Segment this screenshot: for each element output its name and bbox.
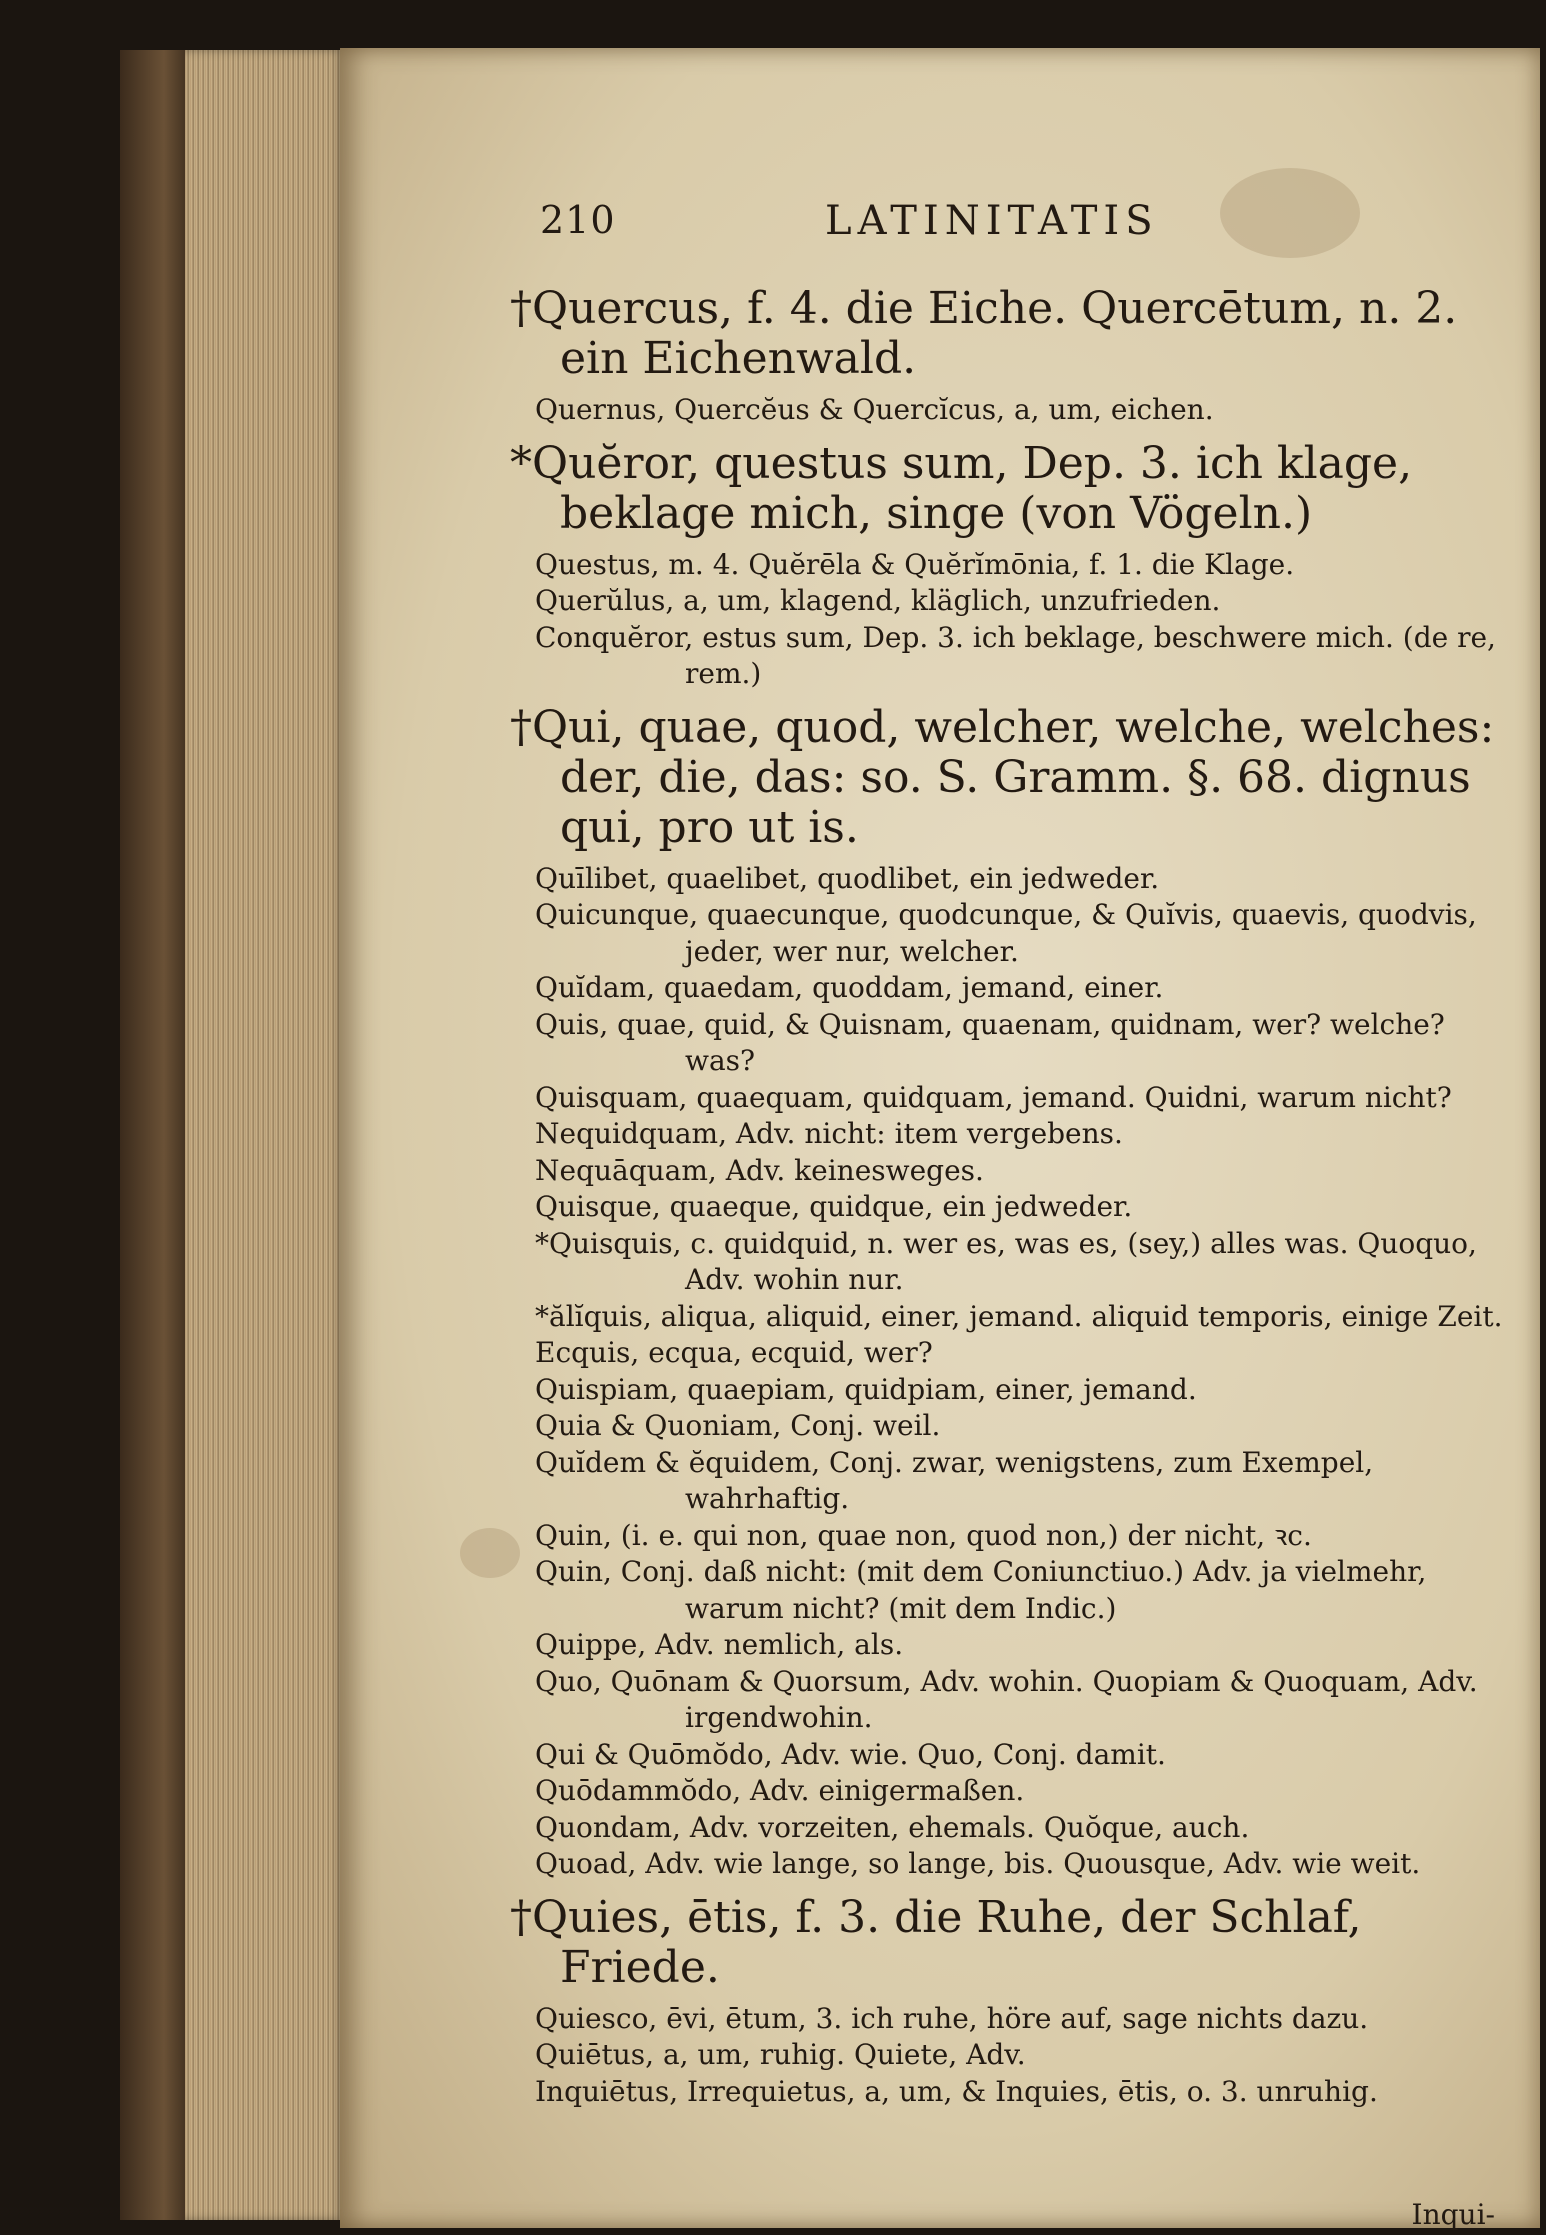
headword-entry: †Quies, ētis, f. 3. die Ruhe, der Schlaf, Friede.: [510, 1891, 1362, 1993]
sub-entry: Quondam, Adv. vorzeiten, ehemals. Quŏque, auch.: [535, 1810, 1250, 1844]
sub-entry: Quisque, quaeque, quidque, ein jedweder.: [535, 1190, 1133, 1223]
sub-entry: Qui & Quōmŏdo, Adv. wie. Quo, Conj. damit.: [535, 1737, 1166, 1771]
sub-entry: Quin, (i. e. qui non, quae non, quod non,) der nicht, ꝛc.: [535, 1518, 1312, 1552]
sub-entry: Quispiam, quaepiam, quidpiam, einer, jemand.: [535, 1372, 1197, 1406]
headword-entry: †Quercus, f. 4. die Eiche. Quercētum, n. 2. ein Eichenwald.: [510, 283, 1458, 384]
sub-entry: Quippe, Adv. nemlich, als.: [535, 1628, 904, 1661]
sub-entry: *ălĭquis, aliqua, aliquid, einer, jemand. aliquid temporis, einige Zeit.: [535, 1299, 1503, 1333]
page-edges: [185, 50, 345, 2220]
sub-entry: Inquiētus, Irrequietus, a, um, & Inquies, ētis, o. 3. unruhig.: [535, 2074, 1378, 2108]
sub-entry: Quiesco, ēvi, ētum, 3. ich ruhe, höre auf, sage nichts dazu.: [535, 2001, 1369, 2035]
sub-entry: Questus, m. 4. Quĕrēla & Quĕrĭmōnia, f. 1. die Klage.: [535, 547, 1295, 581]
sub-entry: Quōdammŏdo, Adv. einigermaßen.: [535, 1774, 1025, 1807]
sub-entry: Quicunque, quaecunque, quodcunque, & Quĭvis, quaevis, quodvis, jeder, wer nur, welcher.: [535, 898, 1477, 968]
sub-entry: Nequāquam, Adv. keinesweges.: [535, 1153, 984, 1187]
sub-entry: Quia & Quoniam, Conj. weil.: [535, 1409, 941, 1442]
sub-entry: Quo, Quōnam & Quorsum, Adv. wohin. Quopiam & Quoquam, Adv. irgendwohin.: [535, 1664, 1478, 1734]
sub-entry: Quiētus, a, um, ruhig. Quiete, Adv.: [535, 2038, 1026, 2071]
page: [340, 48, 1540, 2231]
sub-entry: Conquĕror, estus sum, Dep. 3. ich beklage, beschwere mich. (de re, rem.): [535, 620, 1496, 690]
sub-entry: *Quisquis, c. quidquid, n. wer es, was es, (sey,) alles was. Quoquo, Adv. wohin nur.: [535, 1226, 1477, 1296]
sub-entry: Ecquis, ecqua, ecquid, wer?: [535, 1336, 933, 1369]
dictionary-entries: [510, 280, 1520, 2130]
sub-entry: Quĭdem & ĕquidem, Conj. zwar, wenigstens, zum Exempel, wahrhaftig.: [535, 1445, 1374, 1515]
running-head: [340, 198, 1540, 250]
sub-entry: Quis, quae, quid, & Quisnam, quaenam, quidnam, wer? welche? was?: [535, 1007, 1445, 1077]
headword-entry: †Qui, quae, quod, welcher, welche, welches: der, die, das: so. S. Gramm. §. 68. dignus qui, pro ut is.: [510, 701, 1495, 853]
headword-entry: *Quĕror, questus sum, Dep. 3. ich klage, beklage mich, singe (von Vögeln.): [510, 437, 1413, 539]
sub-entry: Querŭlus, a, um, klagend, kläglich, unzufrieden.: [535, 584, 1221, 617]
catchword: Inqui-: [1411, 2198, 1495, 2231]
sub-entry: Quīlibet, quaelibet, quodlibet, ein jedweder.: [535, 861, 1160, 895]
sub-entry: Quernus, Quercĕus & Quercĭcus, a, um, eichen.: [535, 393, 1214, 426]
sub-entry: Quoad, Adv. wie lange, so lange, bis. Quousque, Adv. wie weit.: [535, 1847, 1421, 1880]
page-title: LATINITATIS: [825, 198, 1159, 244]
sub-entry: Nequidquam, Adv. nicht: item vergebens.: [535, 1117, 1123, 1150]
sub-entry: Quin, Conj. daß nicht: (mit dem Coniunctiuo.) Adv. ja vielmehr, warum nicht? (mit dem Indic.): [535, 1555, 1427, 1625]
sub-entry: Quisquam, quaequam, quidquam, jemand. Quidni, warum nicht?: [535, 1080, 1452, 1114]
sub-entry: Quĭdam, quaedam, quoddam, jemand, einer.: [535, 971, 1164, 1004]
page-number: 210: [540, 198, 616, 242]
